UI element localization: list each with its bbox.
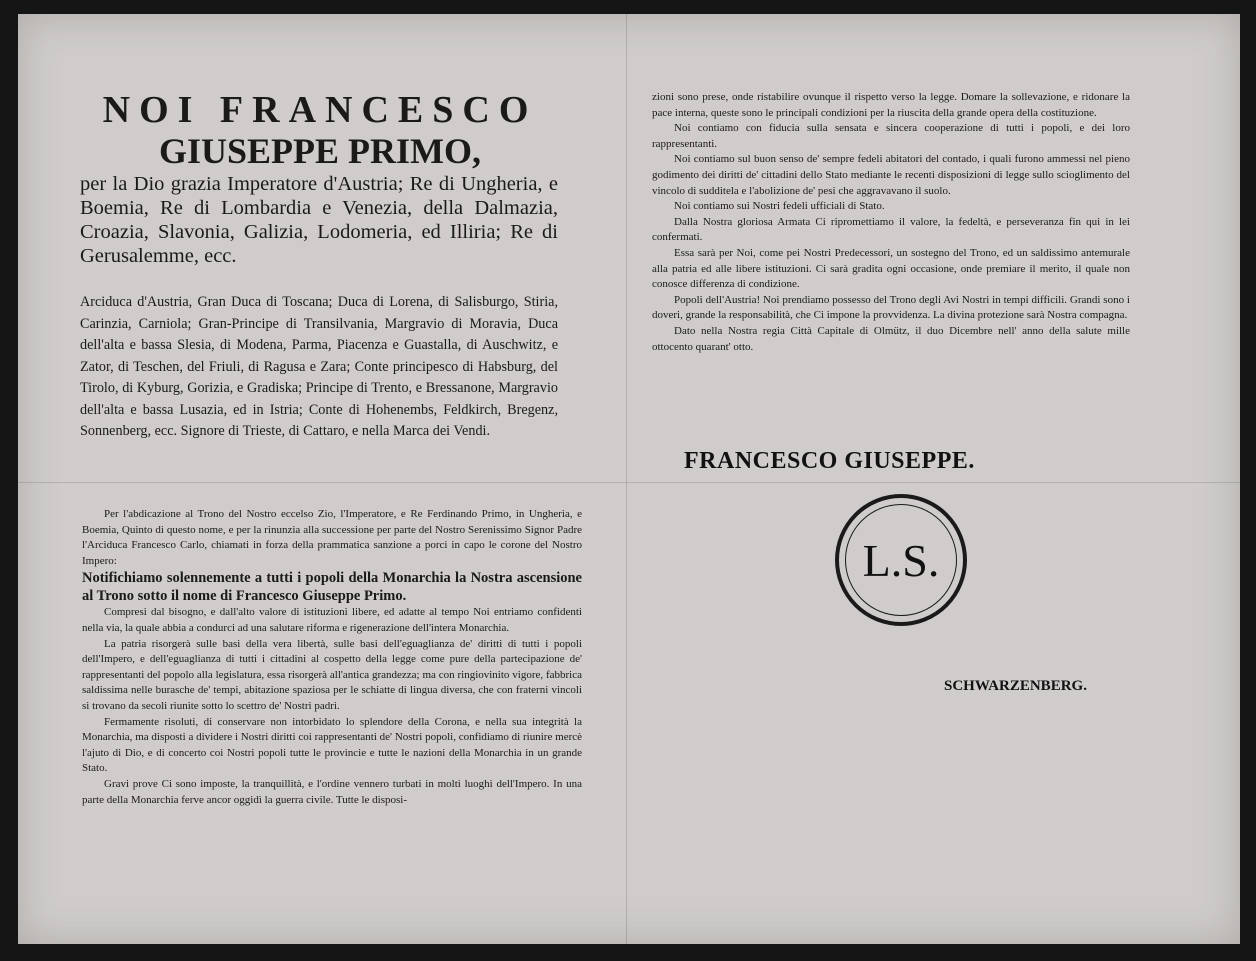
seal-inner-ring xyxy=(845,504,957,616)
left-column-text xyxy=(82,507,582,808)
paragraph: Gravi prove Ci sono imposte, la tranquillità, e l'ordine vennero turbati in molti luoghi dell'Impero. In una parte della Monarchia ferve ancor oggidì la guerra civile. Tutte le disposi- xyxy=(82,777,582,806)
royal-titles-main: per la Dio grazia Imperatore d'Austria; Re di Ungheria, e Boemia, Re di Lombardia e Venezia, della Dalmazia, Croazia, Slavonia, Galizia, Lodomeria, ed Illiria; Re di Gerusalemme, ecc. xyxy=(80,173,558,267)
paragraph: La patria risorgerà sulle basi della vera libertà, sulle basi dell'eguaglianza de' diritti di tutti i popoli dell'Impero, e dell'eguaglianza di tutti i cittadini al cospetto della legge come pure della partecipazione de' rappresentanti del popolo alla legislatura, essa risorgerà all'antica grandezza; ma con ringiovinito vigore, fabbrica saldissima nelle burasche de' tempi, abitazione spaziosa per le schiatte di lingua diversa, che con fraterni vincoli si trovano da secoli riunite sotto lo scettro de' Nostri padri. xyxy=(82,637,582,712)
paragraph: Fermamente risoluti, di conservare non intorbidato lo splendore della Corona, e nella sua integrità la Monarchia, ma disposti a dividere i Nostri diritti coi rappresentanti de' Nostri popoli, confidiamo di riunire mercè l'ajuto di Dio, e di concerto coi Nostri popoli tutte le provincie e tutte le nazioni della Monarchia in un grande Stato. xyxy=(82,715,582,775)
title-line-1: NOI FRANCESCO xyxy=(102,89,538,131)
horizontal-fold-line xyxy=(18,482,1240,483)
paragraph: Popoli dell'Austria! Noi prendiamo possesso del Trono degli Avi Nostri in tempi difficili. Grandi sono i doveri, grande la responsabilità, che Ci impone la provvidenza. La divina protezione sarà Nostra compagna. xyxy=(652,293,1130,322)
paragraph: Compresi dal bisogno, e dall'alto valore di istituzioni libere, ed adatte al tempo Noi entriamo confidenti nella via, la quale abbia a condurci ad una salutare riforma e rigenerazione dell'intera Monarchia. xyxy=(82,606,582,634)
paragraph: Noi contiamo sul buon senso de' sempre fedeli abitatori del contado, i quali furono ammessi nel pieno godimento dei diritti de' cittadini dello Stato mediante le recenti disposizioni di legge sullo scioglimento del vincolo di sudditela e l'abolizione de' pesi che aggravavano il suolo. xyxy=(652,153,1130,197)
minister-signature: SCHWARZENBERG. xyxy=(944,678,1087,694)
proclamation-statement: Notifichiamo solennemente a tutti i popoli della Monarchia la Nostra ascensione al Trono sotto il nome di Francesco Giuseppe Primo. xyxy=(82,570,582,605)
paragraph: Noi contiamo sui Nostri fedeli ufficiali di Stato. xyxy=(674,200,885,213)
paragraph: Dato nella Nostra regia Città Capitale di Olmütz, il duo Dicembre nell' anno della salute mille ottocento quarant' otto. xyxy=(652,324,1130,353)
paragraph: Essa sarà per Noi, come pei Nostri Predecessori, un sostegno del Trono, ed un saldissimo antemurale alla patria ed alle libere istituzioni. Ci sarà gradita ogni occasione, onde premiare il merito, il quale non conosce differenza di condizione. xyxy=(652,246,1130,291)
paragraph: Dalla Nostra gloriosa Armata Ci ripromettiamo il valore, la fedeltà, e perseveranza fin qui in lei confermati. xyxy=(652,215,1130,244)
paragraph: zioni sono prese, onde ristabilire ovunque il rispetto verso la legge. Domare la sollevazione, e ridonare la pace interna, queste sono le principali condizioni per la riuscita della grande opera della costituzione. xyxy=(652,91,1130,119)
emperor-signature: FRANCESCO GIUSEPPE. xyxy=(684,448,975,474)
paragraph: Per l'abdicazione al Trono del Nostro eccelso Zio, l'Imperatore, e Re Ferdinando Primo, in Ungheria, e Boemia, Quinto di questo nome, e per la rinunzia alla successione per parte del Nostro Serenissimo Signor Padre l'Arciduca Francesco Carlo, chiamati in forza della prammatica sanzione a porci in capo le corone del Nostro Impero: xyxy=(82,508,582,567)
title-line-2: GIUSEPPE PRIMO, xyxy=(158,131,481,171)
seal-icon xyxy=(835,494,967,626)
royal-titles-list: Arciduca d'Austria, Gran Duca di Toscana; Duca di Lorena, di Salisburgo, Stiria, Carinzia, Carniola; Gran-Principe di Transilvania, Margravio di Moravia, Duca dell'alta e bassa Slesia, di Modena, Parma, Piacenza e Guastalla, di Auschwitz, e Zator, di Teschen, del Friuli, di Ragusa e Zara; Conte principesco di Habsburg, del Tirolo, di Kyburg, Gorizia, e Gradiska; Principe di Trento, e Bressanone, Margravio dell'alta e bassa Lusazia, ed in Istria; Conte di Hohenembs, Feldkirch, Bregenz, Sonnenberg, ecc. Signore di Trieste, di Cattaro, e nella Marca dei Vendi. xyxy=(80,294,558,439)
right-column-text xyxy=(652,90,1130,355)
vertical-fold-line xyxy=(626,14,627,944)
seal-text: L.S. xyxy=(862,534,940,586)
paragraph: Noi contiamo con fiducia sulla sensata e sincera cooperazione di tutti i popoli, e dei loro rappresentanti. xyxy=(652,122,1130,150)
